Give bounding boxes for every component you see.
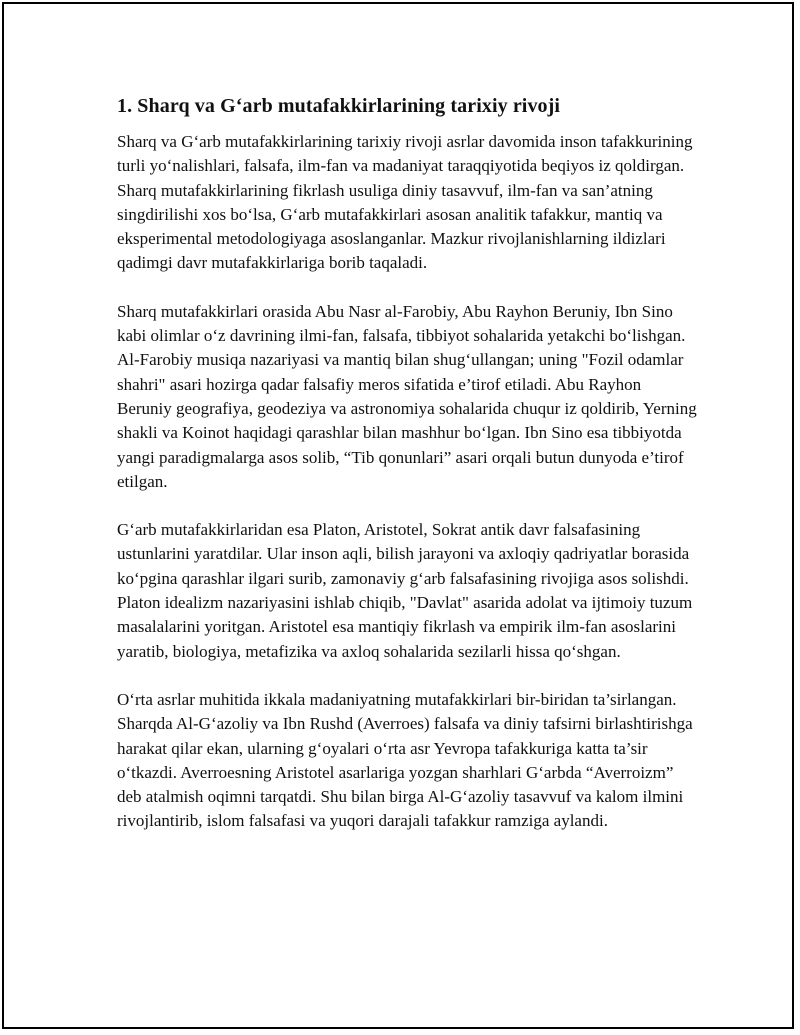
paragraph-eastern-thinkers: Sharq mutafakkirlari orasida Abu Nasr al-Farobiy, Abu Rayhon Beruniy, Ibn Sino kabi olimlar o‘z davrining ilmi-fan, falsafa, tibbiyot sohalarida yetakchi bo‘lishgan. Al-Farobiy musiqa nazariyasi va mantiq bilan shug‘ullangan; uning "Fozil odamlar shahri" asari hozirga qadar falsafiy meros sifatida e’tirof etiladi. Abu Rayhon Beruniy geografiya, geodeziya va astronomiya sohalarida chuqur iz qoldirib, Yerning shakli va Koinot haqidagi qarashlar bilan mashhur bo‘lgan. Ibn Sino esa tibbiyotda yangi paradigmalarga asos solib, “Tib qonunlari” asari orqali butun dunyoda e’tirof etilgan. (117, 301, 697, 491)
section-heading: 1. Sharq va G‘arb mutafakkirlarining tarixiy rivoji (117, 95, 561, 117)
paragraph-intro: Sharq va G‘arb mutafakkirlarining tarixiy rivoji asrlar davomida inson tafakkurining turli yo‘nalishlari, falsafa, ilm-fan va madaniyat taraqqiyotida beqiyos iz qoldirgan. Sharq mutafakkirlarining fikrlash usuliga diniy tasavvuf, ilm-fan va san’atning singdirilishi xos bo‘lsa, G‘arb mutafakkirlari asosan analitik tafakkur, mantiq va eksperimental metodologiyaga asoslanganlar. Mazkur rivojlanishlarning ildizlari qadimgi davr mutafakkirlariga borib taqaladi. (117, 132, 693, 273)
document-body (117, 92, 697, 858)
paragraph-western-thinkers: G‘arb mutafakkirlaridan esa Platon, Aristotel, Sokrat antik davr falsafasining ustunlarini yaratdilar. Ular inson aqli, bilish jarayoni va axloqiy qadriyatlar borasida ko‘pgina qarashlar ilgari surib, zamonaviy g‘arb falsafasining rivojiga asos solishdi. Platon idealizm nazariyasini ishlab chiqib, "Davlat" asarida adolat va ijtimoiy tuzum masalalarini yoritgan. Aristotel esa mantiqiy fikrlash va empirik ilm-fan asoslarini yaratib, biologiya, metafizika va axloq sohalarida sezilarli hissa qo‘shgan. (117, 520, 693, 661)
paragraph-middle-ages: O‘rta asrlar muhitida ikkala madaniyatning mutafakkirlari bir-biridan ta’sirlangan. Sharqda Al-G‘azoliy va Ibn Rushd (Averroes) falsafa va diniy tafsirni birlashtirishga harakat qilar ekan, ularning g‘oyalari o‘rta asr Yevropa tafakkuriga katta ta’sir o‘tkazdi. Averroesning Aristotel asarlariga yozgan sharhlari G‘arbda “Averroizm” deb atalmish oqimni tarqatdi. Shu bilan birga Al-G‘azoliy tasavvuf va kalom ilmini rivojlantirib, islom falsafasi va yuqori darajali tafakkur ramziga aylandi. (117, 689, 693, 831)
